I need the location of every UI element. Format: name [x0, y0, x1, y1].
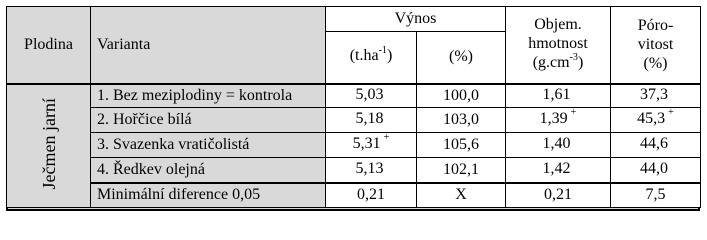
row-tha: 5,13 — [326, 158, 417, 183]
header-plodina: Plodina — [7, 7, 91, 84]
header-vynos-pct: (%) — [417, 32, 506, 84]
row-varianta: 3. Svazenka vratičolistá — [91, 133, 326, 158]
row-poro: 45,3 + — [611, 108, 701, 133]
group-label-cell — [7, 84, 91, 208]
row-poro: 37,3 — [611, 84, 701, 108]
row-poro: 44,0 — [611, 158, 701, 183]
header-vynos-tha: $(t.ha^{-1})$ — [326, 32, 417, 84]
header-objem-hmotnost: Objem. hmotnost $(g.cm^{-3})$ — [506, 7, 611, 84]
row-tha: 5,31 + — [326, 133, 417, 158]
table-row — [7, 133, 701, 158]
table-row — [7, 108, 701, 133]
min-diff-tha: 0,21 — [326, 183, 417, 208]
row-pct: 103,0 — [417, 108, 506, 133]
row-tha: 5,18 — [326, 108, 417, 133]
row-varianta: 2. Hořčice bílá — [91, 108, 326, 133]
min-diff-row — [7, 183, 701, 208]
header-varianta: Varianta — [91, 7, 326, 84]
row-pct: 105,6 — [417, 133, 506, 158]
min-diff-label: Minimální diference 0,05 — [91, 183, 326, 208]
row-poro: 44,6 — [611, 133, 701, 158]
table-row — [7, 158, 701, 183]
row-tha: 5,03 — [326, 84, 417, 108]
row-pct: 100,0 — [417, 84, 506, 108]
table-row — [7, 84, 701, 108]
row-objem: 1,61 — [506, 84, 611, 108]
row-varianta: 4. Ředkev olejná — [91, 158, 326, 183]
header-vynos: Výnos — [326, 7, 506, 32]
header-porovitost: Póro- vitost (%) — [611, 7, 701, 84]
min-diff-poro: 7,5 — [611, 183, 701, 208]
group-label: Ječmen jarní — [38, 97, 59, 189]
results-table — [6, 6, 701, 208]
row-objem: 1,39 + — [506, 108, 611, 133]
row-varianta: 1. Bez meziplodiny = kontrola — [91, 84, 326, 108]
row-objem: 1,40 — [506, 133, 611, 158]
row-objem: 1,42 — [506, 158, 611, 183]
min-diff-objem: 0,21 — [506, 183, 611, 208]
min-diff-pct: X — [417, 183, 506, 208]
row-pct: 102,1 — [417, 158, 506, 183]
